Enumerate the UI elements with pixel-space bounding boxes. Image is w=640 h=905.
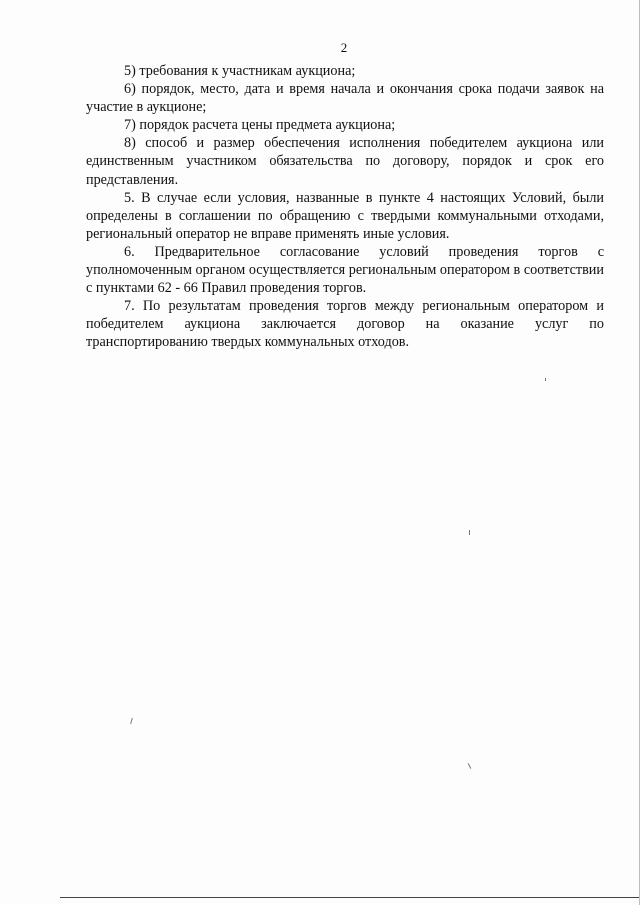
- scan-speck: [468, 763, 472, 769]
- paragraph-clause-5: 5. В случае если условия, названные в пункте 4 настоящих Условий, были определены в соглашении по обращению с твердыми коммунальными отходами, региональный оператор не вправе применять иные условия.: [86, 189, 604, 242]
- paragraph-clause-6: 6. Предварительное согласование условий проведения торгов с уполномоченным органом осуществляется региональным оператором в соответствии с пунктами 62 - 66 Правил проведения торгов.: [86, 243, 604, 297]
- document-body: [86, 62, 604, 352]
- scan-speck: [469, 530, 470, 535]
- paragraph-clause-7: 7. По результатам проведения торгов между региональным оператором и победителем аукциона заключается договор на оказание услуг по транспортированию твердых коммунальных отходов.: [86, 298, 604, 351]
- paragraph-item-7-price-calculation: 7) порядок расчета цены предмета аукциона;: [124, 117, 396, 134]
- paragraph-item-6-application-procedure: 6) порядок, место, дата и время начала и окончания срока подачи заявок на участие в аукционе;: [86, 81, 604, 116]
- page-bottom-border: [60, 897, 639, 898]
- scan-speck: [545, 378, 546, 381]
- scan-speck: [130, 718, 133, 724]
- page-number: 2: [340, 40, 348, 55]
- paragraph-item-5-requirements: 5) требования к участникам аукциона;: [124, 63, 356, 79]
- paragraph-item-8-security: 8) способ и размер обеспечения исполнения победителем аукциона или единственным участником обязательства по договору, порядок и срок его представления.: [86, 135, 604, 188]
